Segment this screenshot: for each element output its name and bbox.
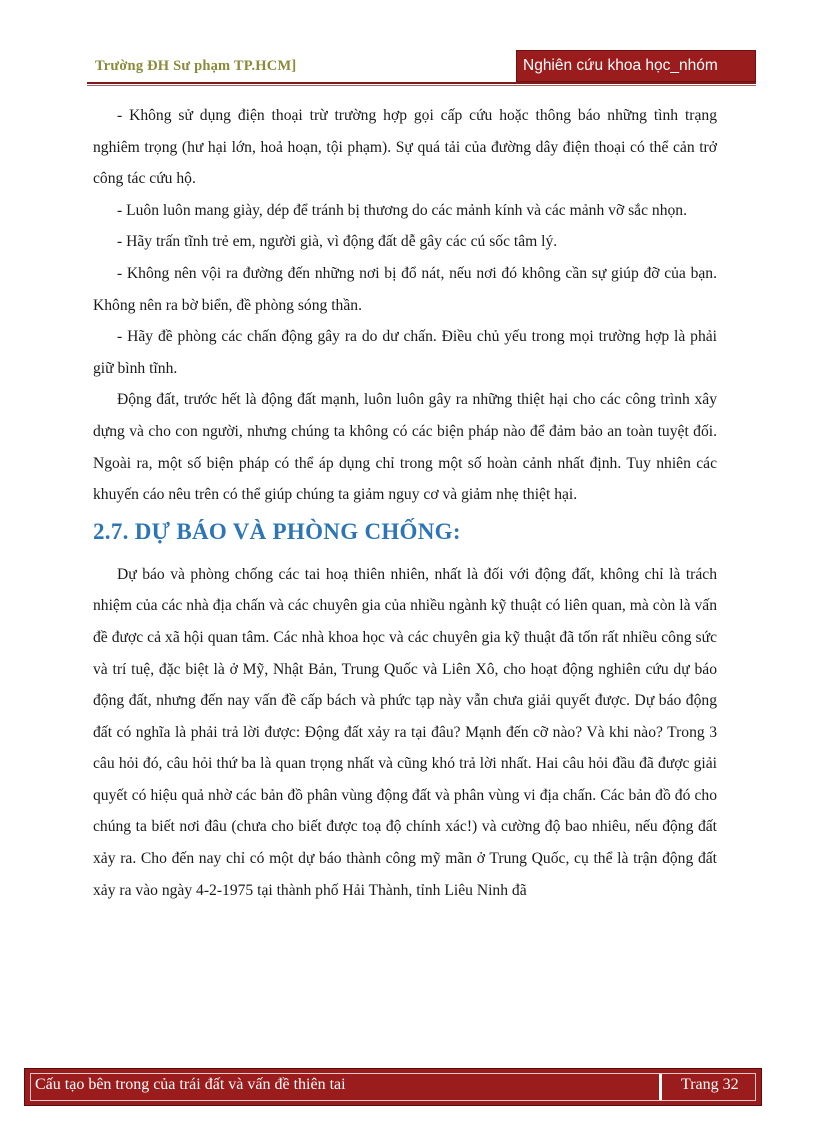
header-school-name: Trường ĐH Sư phạm TP.HCM] [95,58,297,74]
paragraph: - Không nên vội ra đường đến những nơi bị đổ nát, nếu nơi đó không cần sự giúp đỡ của bạn. Không nên ra bờ biển, đề phòng sóng thần. [93,264,717,314]
paragraph: - Không sử dụng điện thoại trừ trường hợp gọi cấp cứu hoặc thông báo những tình trạng nghiêm trọng (hư hại lớn, hoả hoạn, tội phạm). Sự quá tải của đường dây điện thoại có thể cản trở công tác cứu hộ. [93,107,717,188]
paragraph: Động đất, trước hết là động đất mạnh, luôn luôn gây ra những thiệt hại cho các công trình xây dựng và cho con người, nhưng chúng ta không có các biện pháp nào để đảm bảo an toàn tuyệt đối. Ngoài ra, một số biện pháp có thể áp dụng chỉ trong một số hoàn cảnh nhất định. Tuy nhiên các khuyến cáo nêu trên có thể giúp chúng ta giảm nguy cơ và giảm nhẹ thiệt hại. [93,391,717,504]
header-divider [87,82,756,84]
header-title-box [516,50,756,82]
page-number: Trang 32 [681,1076,739,1093]
footer-divider [659,1074,662,1100]
paragraph: - Hãy trấn tĩnh trẻ em, người già, vì động đất dễ gây các cú sốc tâm lý. [117,233,558,251]
footer-frame [30,1073,756,1101]
paragraph: - Luôn luôn mang giày, dép để tránh bị thương do các mảnh kính và các mảnh vỡ sắc nhọn. [117,201,687,219]
paragraph: - Hãy đề phòng các chấn động gây ra do dư chấn. Điều chủ yếu trong mọi trường hợp là phải giữ bình tĩnh. [93,328,717,377]
header-title: Nghiên cứu khoa học_nhóm [523,57,718,74]
section-heading: 2.7. DỰ BÁO VÀ PHÒNG CHỐNG: [93,518,461,544]
page-content [93,100,717,906]
paragraph: Dự báo và phòng chống các tai hoạ thiên nhiên, nhất là đối với động đất, không chỉ là trách nhiệm của các nhà địa chấn và các chuyên gia của nhiều ngành kỹ thuật có liên quan, mà còn là vấn đề được cả xã hội quan tâm. Các nhà khoa học và các chuyên gia kỹ thuật đã tốn rất nhiều công sức và trí tuệ, đặc biệt là ở Mỹ, Nhật Bản, Trung Quốc và Liên Xô, cho hoạt động nghiên cứu dự báo động đất, nhưng đến nay vấn đề cấp bách và phức tạp này vẫn chưa giải quyết được. Dự báo động đất có nghĩa là phải trả lời được: Động đất xảy ra tại đâu? Mạnh đến cỡ nào? Và khi nào? Trong 3 câu hỏi đó, câu hỏi thứ ba là quan trọng nhất và cũng khó trả lời nhất. Hai câu hỏi đầu đã được giải quyết có hiệu quả nhờ các bản đồ phân vùng động đất và phân vùng vi địa chấn. Các bản đồ đó cho chúng ta biết nơi đâu (chưa cho biết được toạ độ chính xác!) và cường độ bao nhiêu, nếu động đất xảy ra. Cho đến nay chỉ có một dự báo thành công mỹ mãn ở Trung Quốc, cụ thể là trận động đất xảy ra vào ngày 4-2-1975 tại thành phố Hải Thành, tỉnh Liêu Ninh đã [93,565,717,899]
footer-document-title: Cấu tạo bên trong của trái đất và vấn đề thiên tai [35,1076,346,1093]
footer-bar [24,1068,762,1106]
header-divider-thin [87,85,756,86]
